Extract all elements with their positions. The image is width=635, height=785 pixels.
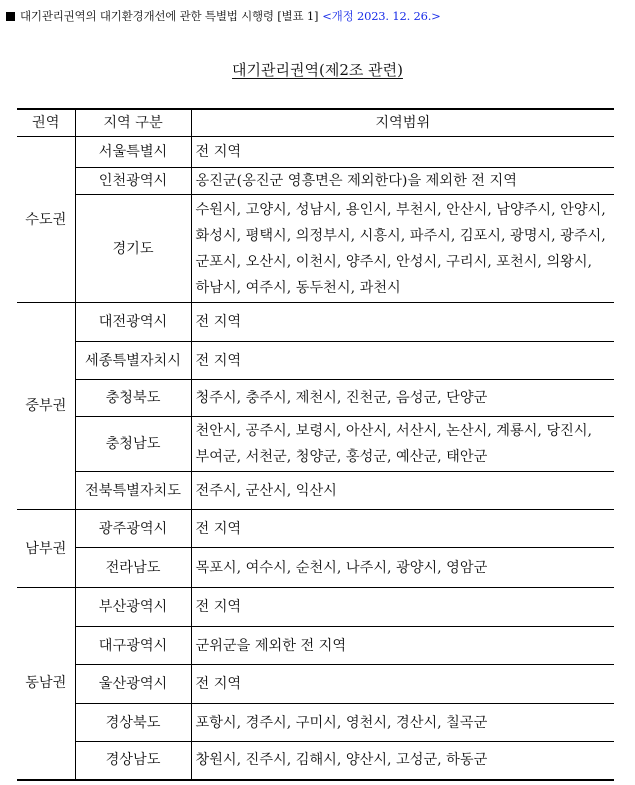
scope-cell: 전 지역: [191, 665, 614, 704]
subdivision-cell: 경상남도: [75, 742, 191, 780]
scope-cell: 군위군을 제외한 전 지역: [191, 627, 614, 665]
table-row: [17, 303, 614, 342]
subdivision-cell: 울산광역시: [75, 665, 191, 704]
scope-cell: 청주시, 충주시, 제천시, 진천군, 음성군, 단양군: [191, 380, 614, 417]
region-cell: 중부권: [17, 303, 75, 510]
region-cell: 동남권: [17, 588, 75, 780]
table-row: [17, 588, 614, 627]
amendment-note: <개정 2023. 12. 26.>: [322, 9, 441, 23]
scope-cell: 전 지역: [191, 137, 614, 168]
header-subdivision: 지역 구분: [75, 109, 191, 137]
table-row: [17, 472, 614, 510]
scope-cell: 전 지역: [191, 303, 614, 342]
region-cell: 남부권: [17, 510, 75, 588]
air-management-zone-table: [17, 108, 614, 781]
table-row: [17, 704, 614, 742]
scope-cell: 천안시, 공주시, 보령시, 아산시, 서산시, 논산시, 계룡시, 당진시, 부여군, 서천군, 청양군, 홍성군, 예산군, 태안군: [191, 417, 614, 472]
scope-cell: 목포시, 여수시, 순천시, 나주시, 광양시, 영암군: [191, 548, 614, 588]
table-row: [17, 548, 614, 588]
header-scope: 지역범위: [191, 109, 614, 137]
header-region: 권역: [17, 109, 75, 137]
region-cell: 수도권: [17, 137, 75, 303]
subdivision-cell: 서울특별시: [75, 137, 191, 168]
subdivision-cell: 대구광역시: [75, 627, 191, 665]
subdivision-cell: 인천광역시: [75, 168, 191, 195]
scope-cell: 전주시, 군산시, 익산시: [191, 472, 614, 510]
scope-cell: 전 지역: [191, 510, 614, 548]
table-row: [17, 195, 614, 303]
table-row: [17, 342, 614, 380]
subdivision-cell: 전라남도: [75, 548, 191, 588]
subdivision-cell: 세종특별자치시: [75, 342, 191, 380]
scope-cell: 창원시, 진주시, 김해시, 양산시, 고성군, 하동군: [191, 742, 614, 780]
scope-cell: 수원시, 고양시, 성남시, 용인시, 부천시, 안산시, 남양주시, 안양시, 화성시, 평택시, 의정부시, 시흥시, 파주시, 김포시, 광명시, 광주시, 군포시, 오산시, 이천시, 양주시, 안성시, 구리시, 포천시, 의왕시, 하남시, 여주시, 동두천시, 과천시: [191, 195, 614, 303]
table-row: [17, 380, 614, 417]
subdivision-cell: 경기도: [75, 195, 191, 303]
subdivision-cell: 대전광역시: [75, 303, 191, 342]
subdivision-cell: 경상북도: [75, 704, 191, 742]
subdivision-cell: 부산광역시: [75, 588, 191, 627]
page-title: 대기관리권역(제2조 관련): [232, 61, 403, 79]
header-text: 대기관리권역의 대기환경개선에 관한 특별법 시행령 [별표 1]: [20, 9, 319, 23]
table-row: [17, 137, 614, 168]
table-row: [17, 510, 614, 548]
table-row: [17, 168, 614, 195]
table-row: [17, 665, 614, 704]
subdivision-cell: 충청북도: [75, 380, 191, 417]
scope-cell: 옹진군(옹진군 영흥면은 제외한다)을 제외한 전 지역: [191, 168, 614, 195]
table-row: [17, 627, 614, 665]
black-square-icon: [6, 12, 15, 21]
scope-cell: 포항시, 경주시, 구미시, 영천시, 경산시, 칠곡군: [191, 704, 614, 742]
scope-cell: 전 지역: [191, 588, 614, 627]
scope-cell: 전 지역: [191, 342, 614, 380]
subdivision-cell: 전북특별자치도: [75, 472, 191, 510]
table-row: [17, 417, 614, 472]
subdivision-cell: 충청남도: [75, 417, 191, 472]
table-header-row: [17, 109, 614, 137]
table-row: [17, 742, 614, 780]
subdivision-cell: 광주광역시: [75, 510, 191, 548]
document-header: [6, 8, 441, 24]
